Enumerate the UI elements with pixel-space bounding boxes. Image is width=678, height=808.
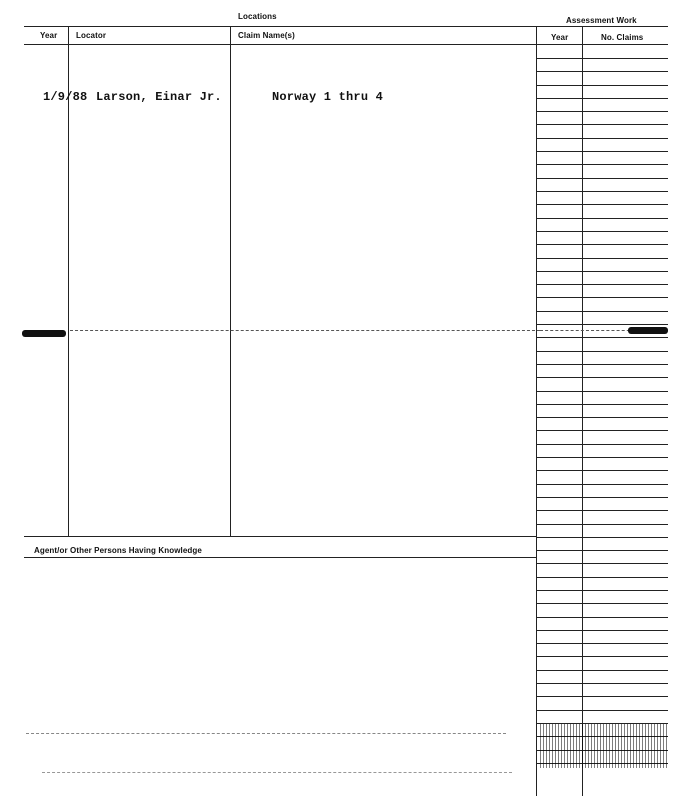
assessment-row-rule [536,138,668,139]
assessment-row-rule [536,218,668,219]
assessment-year-divider [582,26,583,796]
assessment-row-rule [536,111,668,112]
assessment-row-rule [536,417,668,418]
assessment-row-rule [536,630,668,631]
assessment-row-rule [536,204,668,205]
year-column-header: Year [40,31,58,40]
claim-names-column-header: Claim Name(s) [238,31,295,40]
assessment-row-rule [536,164,668,165]
agent-section-rule [24,557,536,558]
assessment-row-rule [536,124,668,125]
assessment-row-rule [536,178,668,179]
left-marker [22,330,66,337]
assessment-row-rule [536,364,668,365]
assessment-row-rule [536,191,668,192]
assessment-row-rule [536,484,668,485]
locations-bottom-rule [24,536,536,537]
assessment-row-rule [536,444,668,445]
assessment-year-column-header: Year [551,33,569,42]
assessment-row-rule [536,430,668,431]
assessment-row-rule [536,351,668,352]
assessment-no-claims-column-header: No. Claims [601,33,644,42]
assessment-row-rule [536,404,668,405]
assessment-row-rule [536,617,668,618]
claim-assessment-divider [536,26,537,796]
assessment-row-rule [536,58,668,59]
assessment-row-rule [536,603,668,604]
entry-locator: Larson, Einar Jr. [96,90,222,104]
assessment-row-rule [536,524,668,525]
assessment-row-rule [536,696,668,697]
header-bottom-rule [24,44,668,45]
bottom-dashed-line-1 [26,733,506,734]
assessment-row-rule [536,457,668,458]
assessment-row-rule [536,311,668,312]
assessment-row-rule [536,98,668,99]
assessment-row-rule [536,497,668,498]
middle-dashed-line [70,330,540,331]
assessment-row-rule [536,563,668,564]
locations-heading: Locations [238,12,277,21]
scan-noise [540,724,668,768]
assessment-row-rule [536,391,668,392]
assessment-row-rule [536,258,668,259]
entry-date: 1/9/88 [43,90,88,104]
assessment-row-rule [536,590,668,591]
assessment-row-rule [536,85,668,86]
assessment-row-rule [536,670,668,671]
assessment-row-rule [536,643,668,644]
right-marker [628,327,668,334]
bottom-dashed-line-2 [42,772,512,773]
locator-claim-divider [230,26,231,536]
header-top-rule [24,26,668,27]
assessment-row-rule [536,683,668,684]
assessment-row-rule [536,377,668,378]
assessment-row-rule [536,537,668,538]
assessment-row-rule [536,510,668,511]
assessment-row-rule [536,710,668,711]
assessment-row-rule [536,470,668,471]
middle-dashed-line-right [540,330,640,331]
assessment-row-rule [536,297,668,298]
assessment-row-rule [536,284,668,285]
assessment-work-heading: Assessment Work [566,16,637,25]
assessment-row-rule [536,271,668,272]
assessment-row-rule [536,550,668,551]
assessment-row-rule [536,231,668,232]
assessment-row-rule [536,577,668,578]
assessment-row-rule [536,244,668,245]
locator-column-header: Locator [76,31,107,40]
assessment-row-rule [536,151,668,152]
assessment-row-rule [536,656,668,657]
assessment-row-rule [536,337,668,338]
assessment-row-rule [536,71,668,72]
agent-section-label: Agent/or Other Persons Having Knowledge [34,546,202,555]
assessment-row-rule [536,324,668,325]
entry-claim-names: Norway 1 thru 4 [272,90,384,104]
